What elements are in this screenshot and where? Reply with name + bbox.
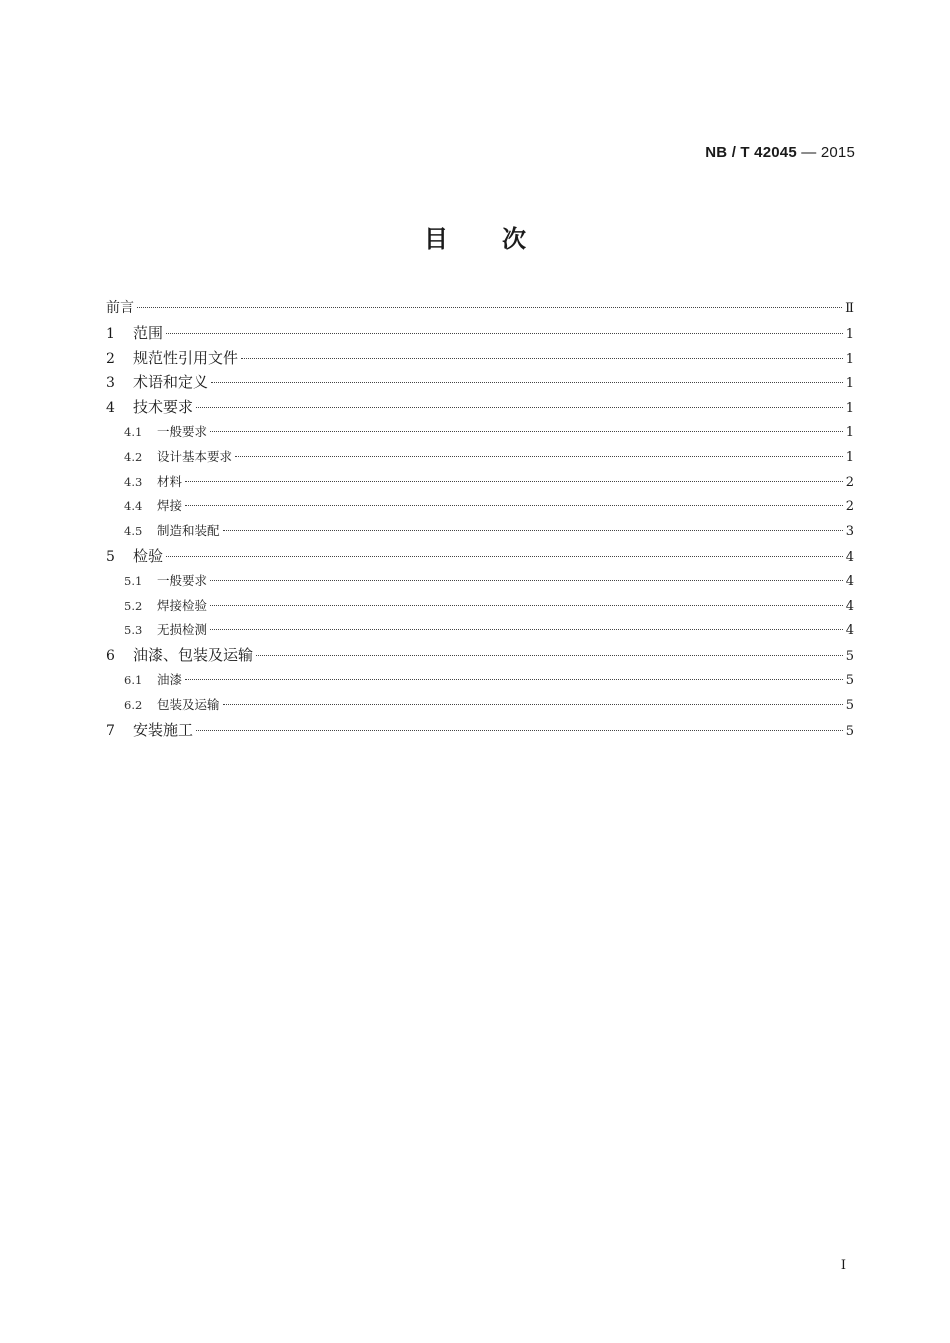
toc-entry-number: 5.3	[124, 623, 143, 638]
toc-entry-label: 一般要求	[157, 423, 208, 439]
toc-entry[interactable]	[106, 296, 854, 321]
toc-entry-number: 5.1	[124, 573, 143, 588]
toc-entry-label: 包装及运输	[157, 696, 220, 712]
toc-dot-leader	[166, 556, 843, 557]
toc-entry[interactable]	[106, 643, 854, 668]
toc-entry-page: 3	[845, 524, 854, 540]
toc-entry-page: 5	[845, 723, 854, 739]
document-code-number: NB / T 42045	[705, 144, 797, 161]
toc-entry[interactable]	[106, 718, 854, 743]
toc-entry-number: 5	[106, 548, 115, 565]
toc-entry[interactable]	[106, 569, 854, 594]
toc-dot-leader	[210, 605, 843, 606]
toc-entry[interactable]	[106, 519, 854, 544]
toc-dot-leader	[185, 505, 843, 506]
toc-entry-number: 4.4	[124, 499, 143, 514]
toc-dot-leader	[210, 431, 843, 432]
toc-entry[interactable]	[106, 544, 854, 569]
toc-entry-number: 4.2	[124, 449, 143, 464]
toc-entry-label: 范围	[133, 323, 164, 342]
toc-entry-page: 4	[845, 598, 854, 614]
toc-entry-page: 1	[845, 401, 854, 417]
toc-entry-label: 无损检测	[157, 622, 208, 638]
toc-entry-page: 1	[845, 326, 854, 342]
toc-entry[interactable]	[106, 395, 854, 420]
toc-dot-leader	[256, 655, 843, 656]
table-of-contents	[106, 296, 854, 742]
toc-entry-label: 油漆	[157, 671, 183, 687]
toc-entry[interactable]	[106, 346, 854, 371]
toc-entry-page: 1	[845, 351, 854, 367]
toc-entry-number: 2	[106, 350, 115, 367]
toc-entry-number: 6.2	[124, 697, 143, 712]
toc-dot-leader	[185, 679, 843, 680]
toc-entry-page: 5	[845, 697, 854, 713]
toc-entry-page: 2	[845, 474, 854, 490]
toc-entry-number: 3	[106, 375, 115, 392]
toc-entry-label: 焊接检验	[157, 597, 208, 613]
document-code	[705, 144, 855, 161]
page-number: I	[840, 1258, 846, 1273]
toc-entry[interactable]	[106, 668, 854, 693]
toc-entry-label: 检验	[133, 546, 164, 565]
toc-dot-leader	[210, 629, 843, 630]
toc-entry-number: 7	[106, 722, 115, 739]
toc-dot-leader	[223, 704, 843, 705]
toc-entry[interactable]	[106, 494, 854, 519]
toc-entry-label: 一般要求	[157, 572, 208, 588]
toc-entry-page: 5	[845, 649, 854, 665]
toc-entry-label: 规范性引用文件	[133, 348, 239, 367]
toc-entry-number: 1	[106, 325, 115, 342]
toc-entry-number: 4	[106, 400, 115, 417]
toc-entry-number: 6.1	[124, 672, 143, 687]
toc-dot-leader	[166, 333, 843, 334]
toc-entry[interactable]	[106, 618, 854, 643]
toc-entry-label: 材料	[157, 473, 183, 489]
toc-entry-label: 术语和定义	[133, 373, 209, 392]
toc-entry-label: 焊接	[157, 498, 183, 514]
toc-entry-label: 技术要求	[133, 398, 194, 417]
toc-entry-label: 前言	[106, 300, 134, 316]
toc-entry-page: 5	[845, 672, 854, 688]
toc-entry-page: 4	[845, 573, 854, 589]
toc-title: 目次	[424, 225, 580, 253]
toc-entry[interactable]	[106, 445, 854, 470]
toc-dot-leader	[196, 407, 843, 408]
toc-dot-leader	[235, 456, 843, 457]
toc-entry-label: 安装施工	[133, 720, 194, 739]
toc-dot-leader	[223, 530, 843, 531]
toc-dot-leader	[196, 730, 843, 731]
toc-dot-leader	[137, 307, 842, 308]
toc-entry-page: 2	[845, 499, 854, 515]
toc-entry-label: 制造和装配	[157, 523, 220, 539]
document-code-year: — 2015	[801, 144, 855, 161]
toc-entry-page: 1	[845, 449, 854, 465]
toc-dot-leader	[241, 358, 843, 359]
toc-entry[interactable]	[106, 321, 854, 346]
toc-dot-leader	[211, 382, 843, 383]
toc-entry-page: Ⅱ	[845, 301, 854, 316]
toc-entry-number: 4.1	[124, 424, 143, 439]
toc-entry[interactable]	[106, 693, 854, 718]
toc-dot-leader	[210, 580, 843, 581]
toc-entry[interactable]	[106, 370, 854, 395]
toc-entry[interactable]	[106, 420, 854, 445]
toc-dot-leader	[185, 481, 843, 482]
toc-entry-number: 4.5	[124, 524, 143, 539]
toc-entry-number: 4.3	[124, 474, 143, 489]
toc-entry-number: 5.2	[124, 598, 143, 613]
toc-entry[interactable]	[106, 594, 854, 619]
toc-entry-number: 6	[106, 648, 115, 665]
toc-entry-label: 油漆、包装及运输	[133, 646, 254, 665]
toc-entry-label: 设计基本要求	[157, 448, 233, 464]
toc-entry-page: 1	[845, 424, 854, 440]
toc-entry-page: 1	[845, 376, 854, 392]
toc-entry[interactable]	[106, 470, 854, 495]
toc-entry-page: 4	[845, 623, 854, 639]
toc-entry-page: 4	[845, 549, 854, 565]
